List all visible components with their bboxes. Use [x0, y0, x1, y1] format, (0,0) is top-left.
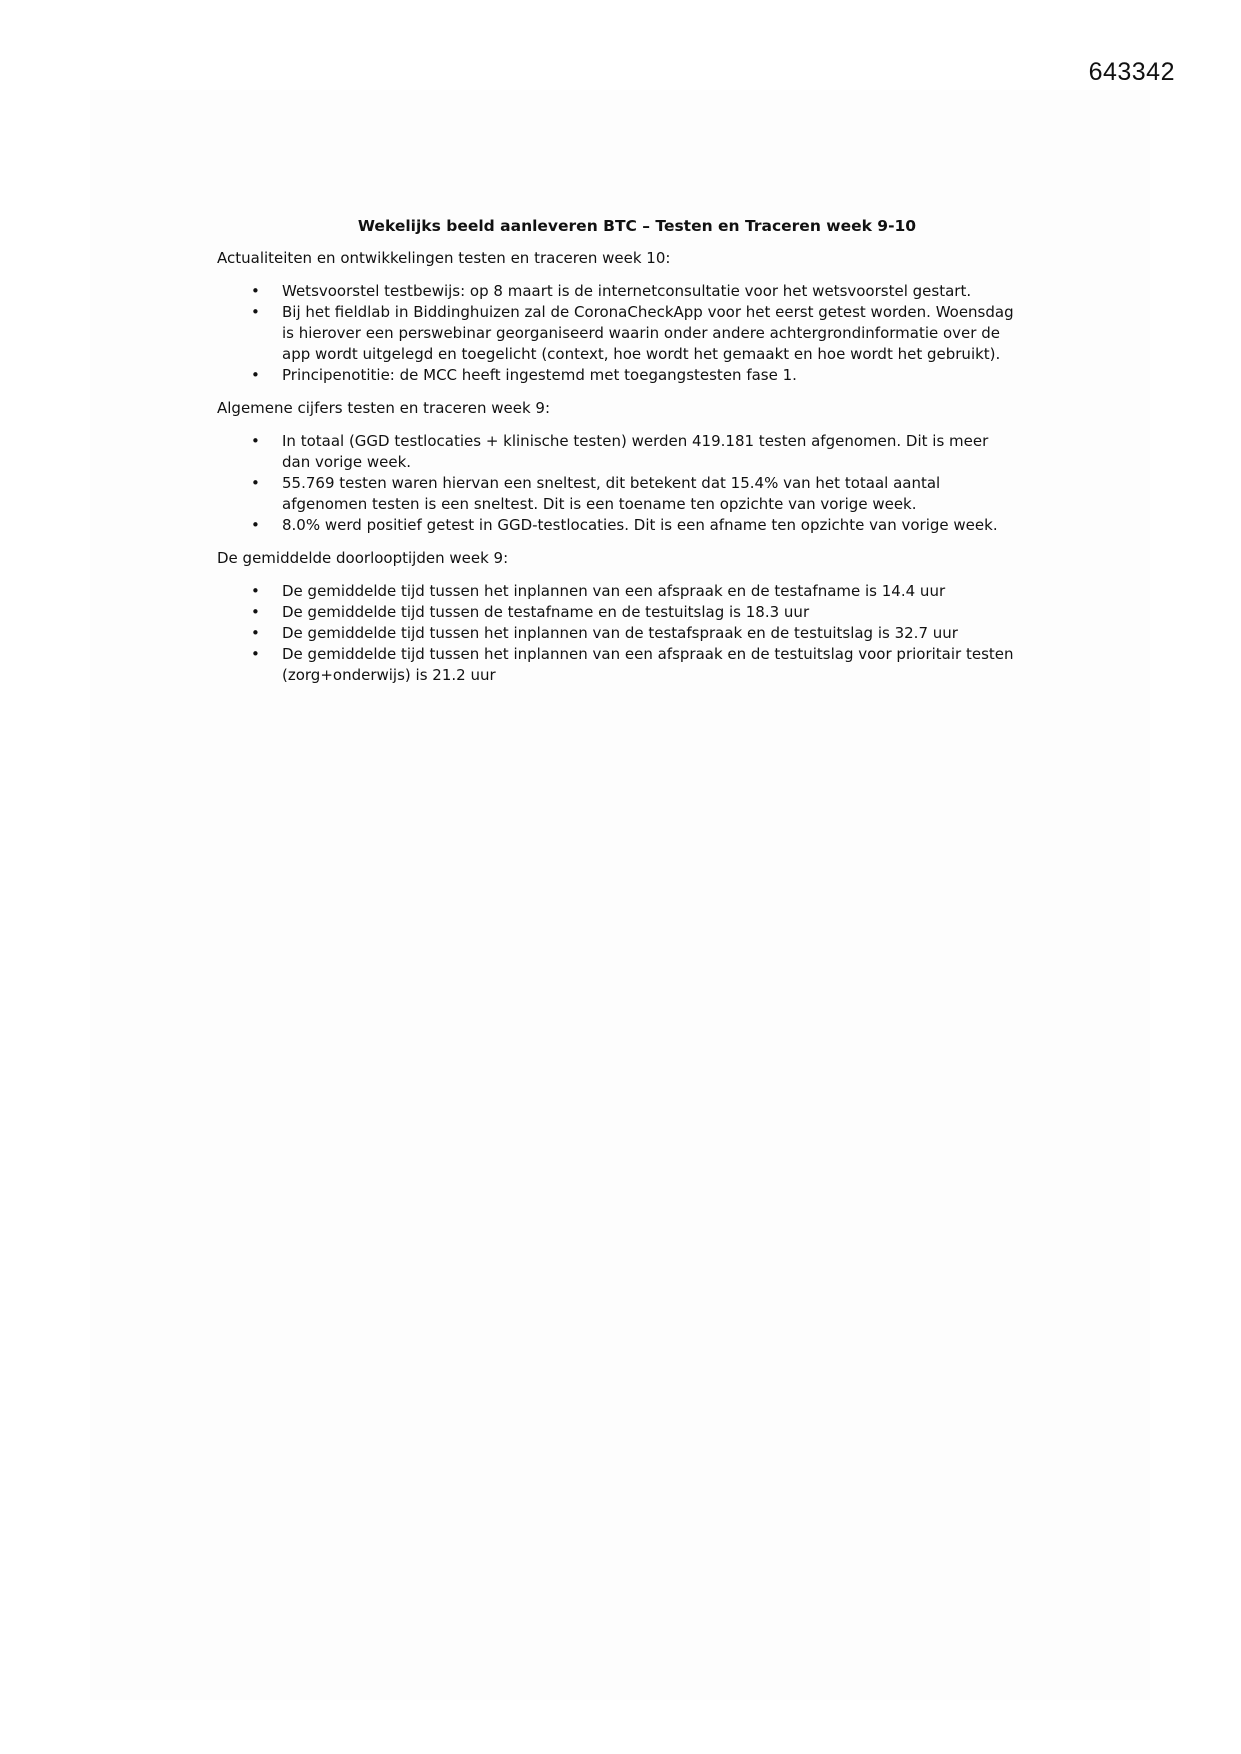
document-title: Wekelijks beeld aanleveren BTC – Testen en Traceren week 9-10: [357, 217, 917, 235]
document-id: 643342: [1088, 58, 1175, 86]
list-item-text: De gemiddelde tijd tussen het inplannen van de testafspraak en de testuitslag is 32.7 uur: [282, 624, 958, 642]
section-heading-actualiteiten: Actualiteiten en ontwikkelingen testen en traceren week 10:: [217, 249, 671, 267]
list-item: [217, 302, 1017, 365]
bullet-icon: •: [251, 474, 260, 492]
document-body: [217, 216, 1017, 698]
list-item: [217, 644, 1017, 686]
bullet-icon: •: [251, 366, 260, 384]
bullet-icon: •: [251, 303, 260, 321]
bullet-icon: •: [251, 516, 260, 534]
bullet-icon: •: [251, 582, 260, 600]
list-item-text: 55.769 testen waren hiervan een sneltest, dit betekent dat 15.4% van het totaal aantal afgenomen testen is een sneltest. Dit is een toename ten opzichte van vorige week.: [282, 474, 941, 513]
bullet-icon: •: [251, 645, 260, 663]
section-heading-doorlooptijden: De gemiddelde doorlooptijden week 9:: [217, 549, 509, 567]
list-item: [217, 281, 1017, 302]
list-item: [217, 581, 1017, 602]
list-item-text: De gemiddelde tijd tussen het inplannen van een afspraak en de testafname is 14.4 uur: [282, 582, 946, 600]
bullet-list-algemene-cijfers: [217, 431, 1017, 536]
list-item-text: 8.0% werd positief getest in GGD-testlocaties. Dit is een afname ten opzichte van vorige week.: [282, 516, 998, 534]
list-item-text: Wetsvoorstel testbewijs: op 8 maart is de internetconsultatie voor het wetsvoorstel gestart.: [282, 282, 972, 300]
bullet-icon: •: [251, 432, 260, 450]
list-item: [217, 602, 1017, 623]
section-heading-algemene-cijfers: Algemene cijfers testen en traceren week 9:: [217, 399, 551, 417]
list-item-text: In totaal (GGD testlocaties + klinische testen) werden 419.181 testen afgenomen. Dit is meer dan vorige week.: [282, 432, 989, 471]
list-item-text: Bij het fieldlab in Biddinghuizen zal de CoronaCheckApp voor het eerst getest worden. Woensdag is hierover een perswebinar georganiseerd waarin onder andere achtergrondinformatie over de app wordt uitgelegd en toegelicht (context, hoe wordt het gemaakt en hoe wordt het gebruikt).: [282, 303, 1014, 363]
list-item-text: De gemiddelde tijd tussen het inplannen van een afspraak en de testuitslag voor prioritair testen (zorg+onderwijs) is 21.2 uur: [282, 645, 1014, 684]
list-item: [217, 473, 1017, 515]
bullet-list-doorlooptijden: [217, 581, 1017, 686]
bullet-icon: •: [251, 603, 260, 621]
list-item-text: Principenotitie: de MCC heeft ingestemd met toegangstesten fase 1.: [282, 366, 797, 384]
bullet-icon: •: [251, 282, 260, 300]
bullet-list-actualiteiten: [217, 281, 1017, 386]
list-item: [217, 365, 1017, 386]
list-item: [217, 623, 1017, 644]
list-item-text: De gemiddelde tijd tussen de testafname en de testuitslag is 18.3 uur: [282, 603, 810, 621]
bullet-icon: •: [251, 624, 260, 642]
list-item: [217, 431, 1017, 473]
list-item: [217, 515, 1017, 536]
